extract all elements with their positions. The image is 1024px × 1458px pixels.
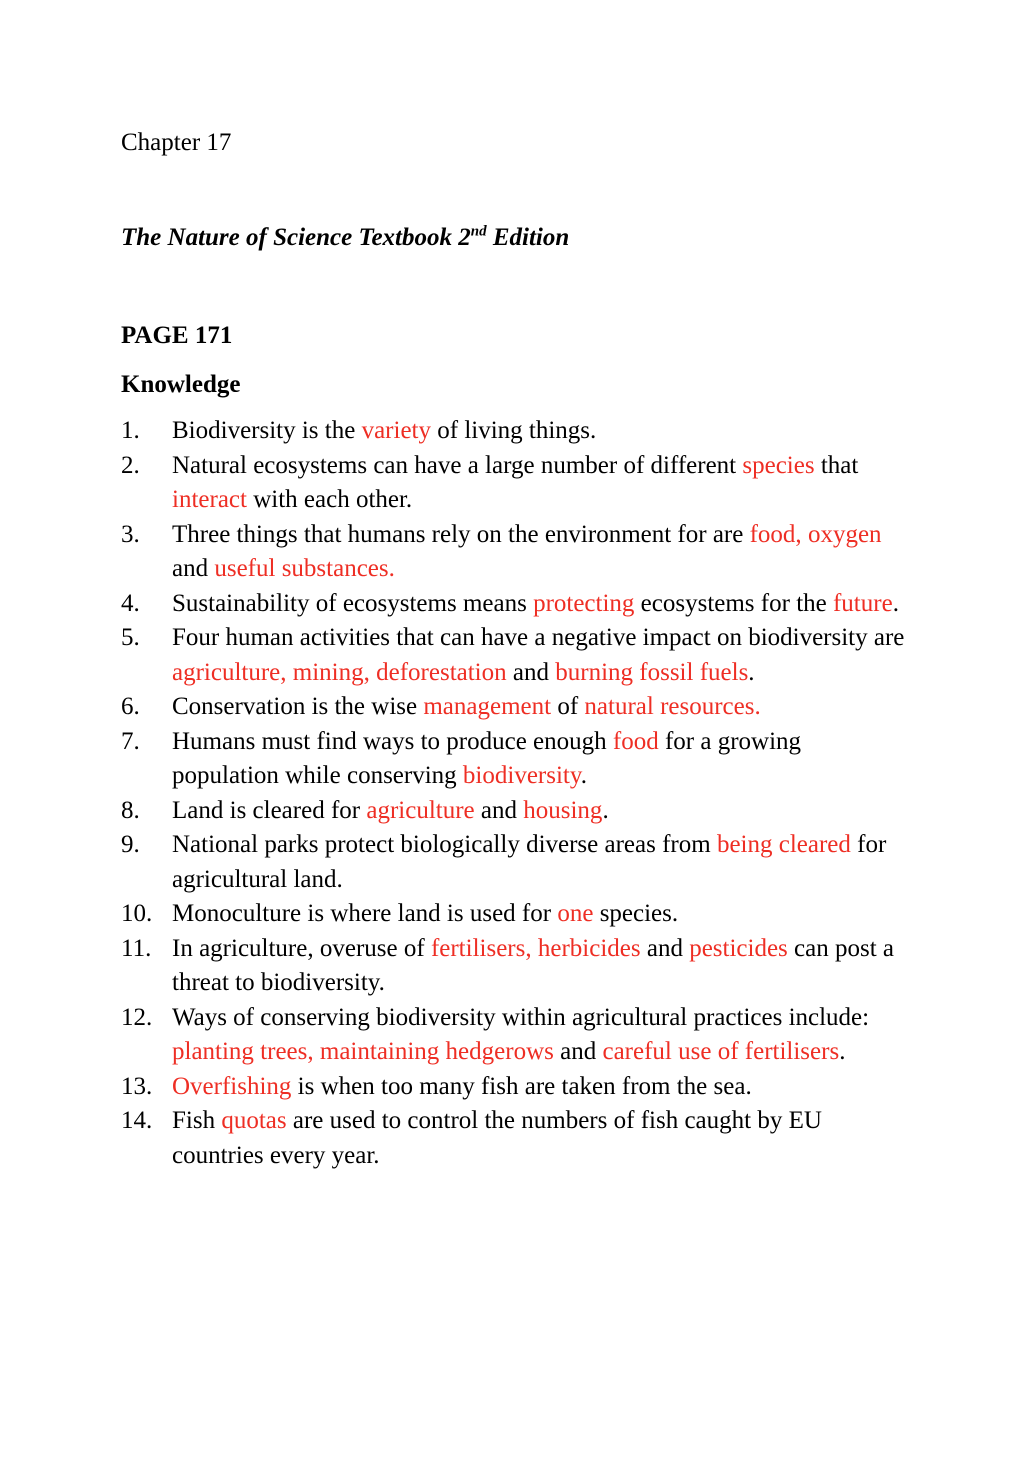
text-segment: with each other. bbox=[246, 486, 413, 513]
text-segment: species. bbox=[593, 900, 679, 927]
list-item bbox=[121, 587, 907, 622]
highlighted-term: useful substances. bbox=[214, 555, 395, 582]
text-segment: . bbox=[839, 1038, 846, 1065]
list-item-number: 9. bbox=[121, 831, 140, 858]
highlighted-term: planting trees, bbox=[172, 1038, 314, 1065]
list-item-text bbox=[172, 1001, 907, 1070]
list-item-number: 3. bbox=[121, 520, 140, 548]
list-item-text bbox=[172, 897, 907, 932]
book-title bbox=[121, 221, 907, 256]
text-segment: for agricultural land. bbox=[172, 831, 887, 893]
text-segment: and bbox=[172, 555, 215, 582]
list-item-number: 14. bbox=[121, 1107, 153, 1134]
list-item-text bbox=[172, 621, 907, 690]
text-segment: Conservation is the wise bbox=[172, 693, 424, 720]
text-segment: National parks protect biologically diverse areas from bbox=[172, 831, 717, 858]
highlighted-term: burning fossil fuels bbox=[555, 658, 749, 686]
list-item-text bbox=[172, 828, 907, 897]
highlighted-term: being cleared bbox=[716, 831, 851, 858]
highlighted-term: mining, bbox=[292, 658, 370, 686]
highlighted-term: herbicides bbox=[537, 934, 641, 962]
text-segment: and bbox=[506, 658, 556, 686]
ordinal-superscript: nd bbox=[470, 223, 487, 240]
list-item-text bbox=[172, 725, 907, 794]
list-item-text bbox=[172, 587, 907, 622]
page-heading: PAGE 171 bbox=[121, 322, 233, 349]
list-item-text bbox=[172, 414, 907, 449]
text-segment: ecosystems for the bbox=[634, 589, 833, 617]
list-item-text bbox=[172, 1070, 907, 1105]
text-segment: Fish bbox=[172, 1107, 222, 1134]
text-segment: Three things that humans rely on the environment for are bbox=[172, 520, 750, 548]
text-segment: and bbox=[553, 1038, 603, 1065]
highlighted-term: agriculture, bbox=[172, 658, 287, 686]
highlighted-term: management bbox=[423, 693, 552, 720]
text-segment: and bbox=[640, 934, 690, 962]
list-item bbox=[121, 1104, 907, 1173]
list-item-number: 10. bbox=[121, 900, 153, 927]
highlighted-term: food bbox=[612, 727, 659, 755]
text-segment: Monoculture is where land is used for bbox=[172, 900, 558, 927]
highlighted-term: pesticides bbox=[689, 934, 788, 962]
list-item bbox=[121, 1001, 907, 1070]
book-title-text-post: Edition bbox=[486, 223, 570, 251]
text-segment: of living things. bbox=[431, 417, 597, 444]
highlighted-term: Overfishing bbox=[172, 1072, 292, 1100]
list-item-number: 6. bbox=[121, 693, 140, 720]
highlighted-term: oxygen bbox=[807, 520, 882, 548]
text-segment: Sustainability of ecosystems means bbox=[172, 589, 534, 617]
highlighted-term: fertilisers, bbox=[430, 934, 532, 962]
text-segment: that bbox=[814, 451, 859, 479]
list-item-number: 1. bbox=[121, 417, 140, 444]
list-item-text bbox=[172, 518, 907, 587]
text-segment: for a growing population while conserving bbox=[172, 727, 802, 789]
highlighted-term: natural resources. bbox=[584, 693, 761, 720]
highlighted-term: quotas bbox=[221, 1107, 287, 1134]
list-item bbox=[121, 725, 907, 794]
text-segment: Humans must find ways to produce enough bbox=[172, 727, 613, 755]
text-segment: Ways of conserving biodiversity within agricultural practices include: bbox=[172, 1003, 870, 1031]
text-segment: Four human activities that can have a negative impact on biodiversity are bbox=[172, 624, 905, 651]
text-segment: Land is cleared for bbox=[172, 796, 367, 824]
list-item-number: 11. bbox=[121, 934, 152, 962]
list-item bbox=[121, 414, 907, 449]
list-item-number: 12. bbox=[121, 1003, 153, 1031]
text-segment: . bbox=[892, 589, 899, 617]
list-item-number: 7. bbox=[121, 727, 140, 755]
list-item-text bbox=[172, 932, 907, 1001]
answers-list bbox=[121, 414, 907, 1173]
text-segment: Biodiversity is the bbox=[172, 417, 362, 444]
list-item bbox=[121, 621, 907, 690]
list-item-text bbox=[172, 794, 907, 829]
list-item bbox=[121, 897, 907, 932]
highlighted-term: agriculture bbox=[366, 796, 475, 824]
text-segment: Natural ecosystems can have a large number of different bbox=[172, 451, 743, 479]
book-title-text: The Nature of Science Textbook 2 bbox=[121, 223, 471, 251]
section-heading: Knowledge bbox=[121, 370, 241, 398]
list-item-number: 13. bbox=[121, 1072, 153, 1100]
text-segment: In agriculture, overuse of bbox=[172, 934, 431, 962]
list-item bbox=[121, 518, 907, 587]
highlighted-term: future bbox=[832, 589, 893, 617]
highlighted-term: deforestation bbox=[376, 658, 507, 686]
text-segment: of bbox=[551, 693, 585, 720]
chapter-heading: Chapter 17 bbox=[121, 129, 232, 156]
text-segment: . bbox=[748, 658, 755, 686]
highlighted-term: species bbox=[742, 451, 815, 479]
highlighted-term: interact bbox=[172, 486, 247, 513]
list-item bbox=[121, 932, 907, 1001]
list-item-number: 2. bbox=[121, 451, 140, 479]
highlighted-term: protecting bbox=[533, 589, 635, 617]
highlighted-term: food, bbox=[749, 520, 802, 548]
list-item-number: 8. bbox=[121, 796, 140, 824]
text-segment: and bbox=[474, 796, 524, 824]
list-item-number: 5. bbox=[121, 624, 140, 651]
list-item-number: 4. bbox=[121, 589, 140, 617]
list-item bbox=[121, 1070, 907, 1105]
text-segment: are used to control the numbers of fish caught by EU countries every year. bbox=[172, 1107, 822, 1169]
text-segment: . bbox=[580, 762, 587, 789]
highlighted-term: careful use of fertilisers bbox=[602, 1038, 840, 1065]
list-item bbox=[121, 794, 907, 829]
highlighted-term: one bbox=[557, 900, 594, 927]
list-item-text bbox=[172, 449, 907, 518]
list-item bbox=[121, 828, 907, 897]
highlighted-term: variety bbox=[361, 417, 431, 444]
highlighted-term: maintaining hedgerows bbox=[319, 1038, 554, 1065]
text-segment: can post a threat to biodiversity. bbox=[172, 934, 895, 996]
list-item bbox=[121, 690, 907, 725]
highlighted-term: housing bbox=[523, 796, 603, 824]
list-item-text bbox=[172, 1104, 907, 1173]
text-segment: is when too many fish are taken from the sea. bbox=[291, 1072, 752, 1100]
text-segment: . bbox=[602, 796, 609, 824]
highlighted-term: biodiversity bbox=[462, 762, 581, 789]
list-item bbox=[121, 449, 907, 518]
list-item-text bbox=[172, 690, 907, 725]
